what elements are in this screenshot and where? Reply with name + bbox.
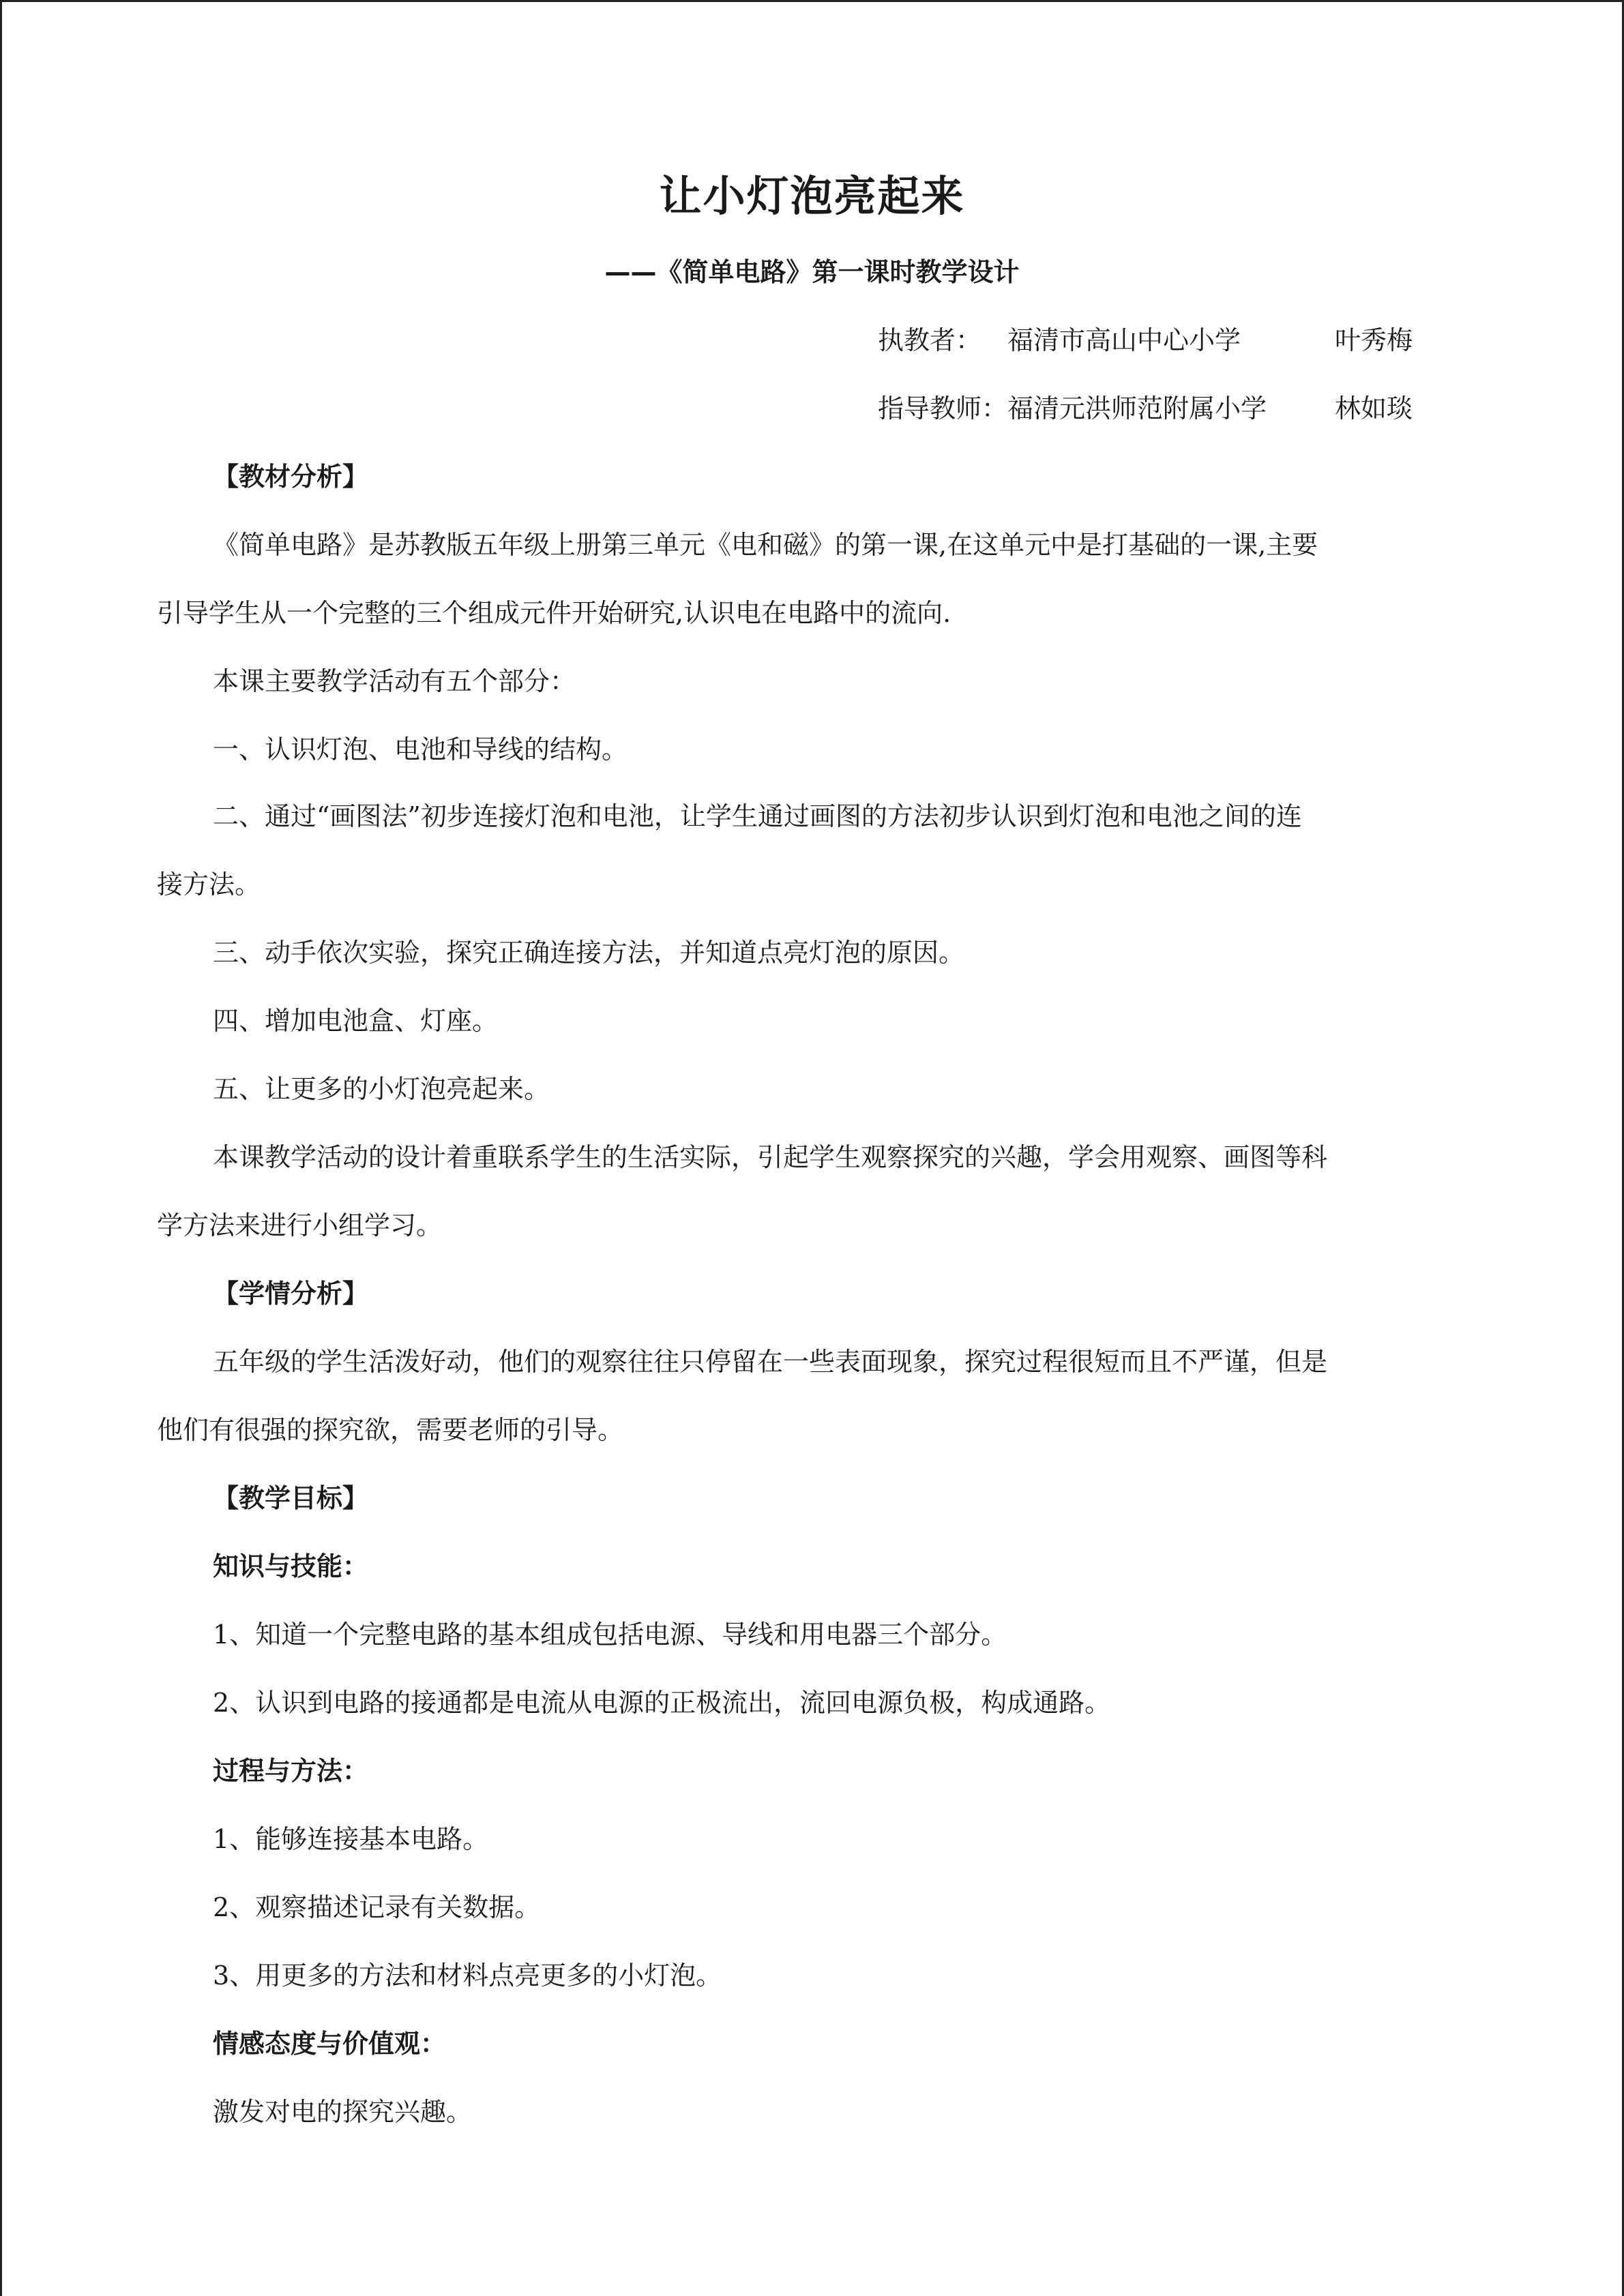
subheading-process: 过程与方法： — [213, 1756, 369, 1786]
paragraph-line: 本课教学活动的设计着重联系学生的生活实际，引起学生观察探究的兴趣，学会用观察、画图等科 — [213, 1142, 1328, 1172]
list-item: 接方法。 — [157, 869, 261, 899]
list-item: 五、让更多的小灯泡亮起来。 — [213, 1074, 550, 1104]
list-item: 2、认识到电路的接通都是电流从电源的正极流出，流回电源负极，构成通路。 — [213, 1688, 1111, 1718]
list-item: 一、认识灯泡、电池和导线的结构。 — [213, 734, 628, 764]
paragraph-line: 五年级的学生活泼好动，他们的观察往往只停留在一些表面现象，探究过程很短而且不严谨，但是 — [213, 1347, 1328, 1377]
document-title: 让小灯泡亮起来 — [659, 171, 965, 221]
list-item: 二、通过“画图法”初步连接灯泡和电池，让学生通过画图的方法初步认识到灯泡和电池之间的连 — [213, 801, 1302, 831]
credit-person: 林如琰 — [1335, 393, 1413, 423]
list-item: 1、知道一个完整电路的基本组成包括电源、导线和用电器三个部分。 — [213, 1620, 1007, 1650]
section-heading-textbook: 【教材分析】 — [213, 462, 369, 492]
credit-school: 福清市高山中心小学 — [1007, 325, 1241, 355]
document-subtitle: ——《简单电路》第一课时教学设计 — [604, 257, 1020, 287]
list-item: 1、能够连接基本电路。 — [213, 1824, 489, 1854]
subheading-knowledge: 知识与技能： — [213, 1551, 369, 1581]
list-item: 三、动手依次实验，探究正确连接方法，并知道点亮灯泡的原因。 — [213, 938, 965, 968]
credit-advisor — [878, 387, 1413, 425]
paragraph-line: 本课主要教学活动有五个部分： — [213, 666, 576, 696]
subheading-emotion: 情感态度与价值观： — [213, 2029, 447, 2059]
list-item: 3、用更多的方法和材料点亮更多的小灯泡。 — [213, 1960, 722, 1991]
paragraph-line: 引导学生从一个完整的三个组成元件开始研究,认识电在电路中的流向. — [157, 598, 951, 628]
paragraph-line: 《简单电路》是苏教版五年级上册第三单元《电和磁》的第一课,在这单元中是打基础的一课,主要 — [213, 530, 1318, 560]
paragraph-line: 学方法来进行小组学习。 — [157, 1210, 443, 1240]
credit-role: 指导教师： — [878, 393, 1008, 423]
credit-instructor — [878, 319, 1413, 357]
section-heading-students: 【学情分析】 — [213, 1279, 369, 1309]
credit-role: 执教者： — [878, 325, 982, 355]
list-item: 激发对电的探究兴趣。 — [213, 2097, 473, 2127]
paragraph-line: 他们有很强的探究欲，需要老师的引导。 — [157, 1415, 624, 1445]
credit-person: 叶秀梅 — [1335, 325, 1413, 355]
credit-school: 福清元洪师范附属小学 — [1007, 393, 1267, 423]
section-heading-goals: 【教学目标】 — [213, 1483, 369, 1513]
list-item: 四、增加电池盒、灯座。 — [213, 1006, 499, 1036]
list-item: 2、观察描述记录有关数据。 — [213, 1892, 541, 1922]
